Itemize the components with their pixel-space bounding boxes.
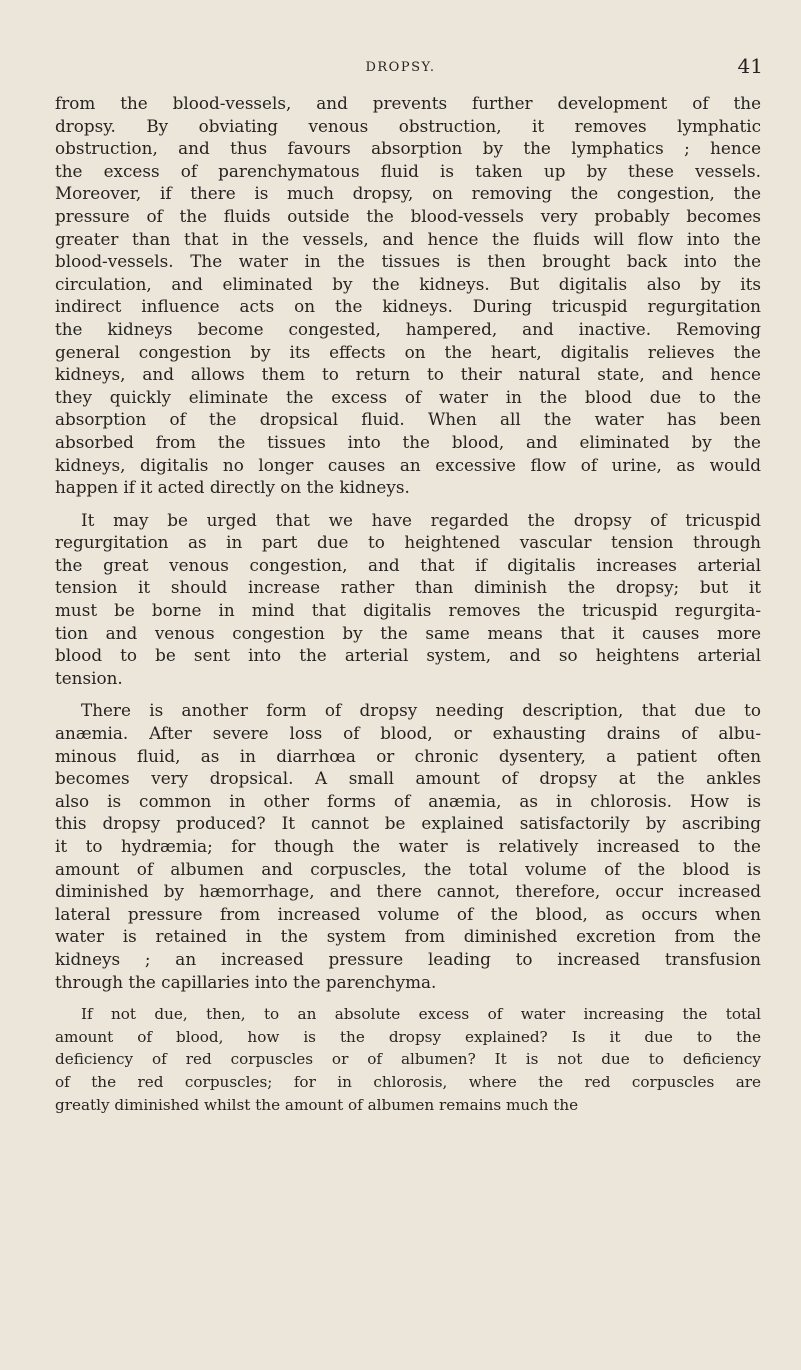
text-line: regurgitation as in part due to heightened vascular tension through (55, 532, 761, 553)
text-line: becomes very dropsical. A small amount of dropsy at the ankles (55, 768, 761, 789)
text-line: amount of albumen and corpuscles, the total volume of the blood is (55, 858, 761, 879)
paragraph-gap (55, 993, 761, 1003)
text-line: deficiency of red corpuscles or of albumen? It is not due to deficiency (55, 1050, 761, 1069)
text-line: kidneys ; an increased pressure leading to increased transfusion (55, 948, 761, 969)
text-line: also is common in other forms of anæmia, as in chlorosis. How is (55, 790, 761, 811)
text-line: tension it should increase rather than diminish the dropsy; but it (55, 577, 761, 598)
text-line: greatly diminished whilst the amount of albumen remains much the (55, 1095, 579, 1114)
text-line: kidneys, digitalis no longer causes an excessive flow of urine, as would (55, 454, 761, 475)
text-line: kidneys, and allows them to return to their natural state, and hence (55, 364, 761, 385)
text-line: absorbed from the tissues into the blood, and eliminated by the (55, 431, 761, 452)
text-line: amount of blood, how is the dropsy explained? Is it due to the (55, 1027, 761, 1046)
body-text (55, 92, 761, 1116)
text-line: greater than that in the vessels, and hence the fluids will flow into the (55, 228, 761, 249)
paragraph-gap (55, 689, 761, 699)
paragraph-gap (55, 499, 761, 509)
text-line: general congestion by its effects on the heart, digitalis relieves the (55, 341, 761, 362)
text-line: the great venous congestion, and that if digitalis increases arterial (55, 554, 761, 575)
text-line: they quickly eliminate the excess of water in the blood due to the (55, 386, 761, 407)
running-head-title: DROPSY. (365, 60, 436, 75)
paragraph (55, 1003, 761, 1116)
text-line: happen if it acted directly on the kidneys. (55, 477, 410, 498)
text-line: If not due, then, to an absolute excess of water increasing the total (81, 1005, 761, 1024)
text-line: blood-vessels. The water in the tissues is then brought back into the (55, 251, 761, 272)
text-line: Moreover, if there is much dropsy, on removing the congestion, the (55, 183, 761, 204)
text-line: anæmia. After severe loss of blood, or exhausting drains of albu- (55, 723, 761, 744)
text-line: water is retained in the system from diminished excretion from the (55, 926, 761, 947)
paragraph (55, 509, 761, 690)
text-line: the kidneys become congested, hampered, and inactive. Removing (55, 318, 761, 339)
paragraph (55, 699, 761, 993)
text-line: absorption of the dropsical fluid. When all the water has been (55, 409, 761, 430)
text-line: this dropsy produced? It cannot be explained satisfactorily by ascribing (55, 813, 761, 834)
text-line: minous fluid, as in diarrhœa or chronic dysentery, a patient often (55, 745, 761, 766)
text-line: tension. (55, 667, 123, 688)
page-number: 41 (737, 54, 763, 78)
text-line: from the blood-vessels, and prevents further development of the (55, 93, 761, 113)
paragraph (55, 92, 761, 499)
text-line: lateral pressure from increased volume of the blood, as occurs when (55, 903, 761, 924)
text-line: obstruction, and thus favours absorption by the lymphatics ; hence (55, 138, 761, 159)
running-head (0, 54, 801, 80)
text-line: it to hydræmia; for though the water is relatively increased to the (55, 836, 761, 856)
text-line: indirect influence acts on the kidneys. During tricuspid regurgitation (55, 296, 761, 317)
text-line: must be borne in mind that digitalis removes the tricuspid regurgita- (55, 600, 761, 621)
text-line: diminished by hæmorrhage, and there cannot, therefore, occur increased (55, 881, 761, 902)
text-line: of the red corpuscles; for in chlorosis, where the red corpuscles are (55, 1072, 761, 1091)
text-line: circulation, and eliminated by the kidneys. But digitalis also by its (55, 273, 761, 294)
text-line: It may be urged that we have regarded the dropsy of tricuspid (81, 509, 761, 530)
text-line: through the capillaries into the parenchyma. (55, 971, 437, 992)
text-line: pressure of the fluids outside the blood-vessels very probably becomes (55, 205, 761, 226)
text-line: dropsy. By obviating venous obstruction, it removes lymphatic (55, 115, 761, 136)
text-line: blood to be sent into the arterial system, and so heightens arterial (55, 645, 761, 666)
text-line: tion and venous congestion by the same means that it causes more (55, 622, 761, 643)
text-line: There is another form of dropsy needing description, that due to (81, 700, 761, 721)
text-line: the excess of parenchymatous fluid is taken up by these vessels. (55, 160, 761, 181)
